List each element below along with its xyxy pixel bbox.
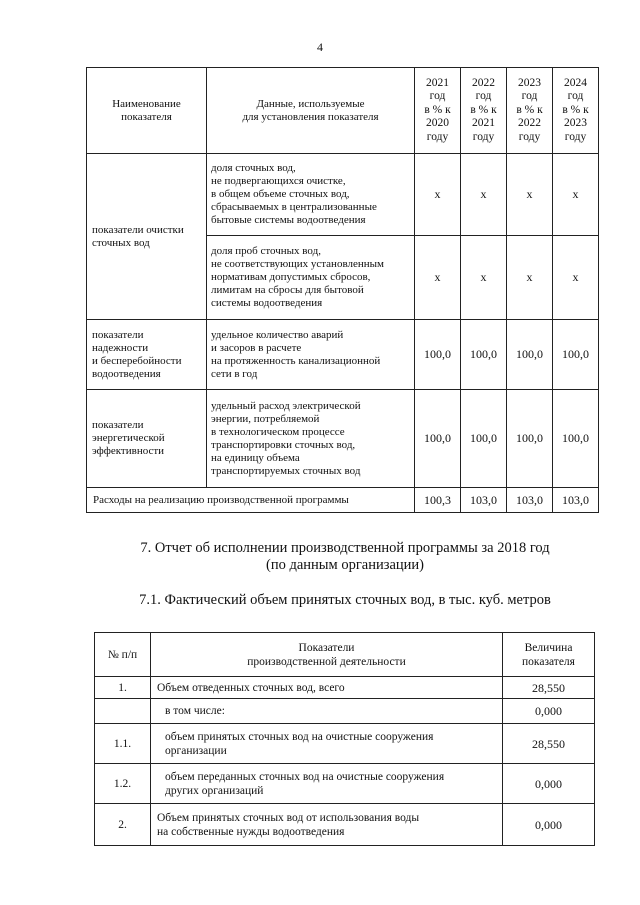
indicator-value: х (553, 154, 599, 236)
row-value: 28,550 (503, 677, 595, 699)
row-value: 28,550 (503, 724, 595, 764)
indicators-table-header (87, 68, 599, 154)
row-value: 0,000 (503, 804, 595, 846)
indicator-value: 100,0 (461, 390, 507, 488)
indicator-value: 100,0 (415, 320, 461, 390)
header-year-2023: 2023 год в % к 2022 году (507, 68, 553, 154)
total-value: 103,0 (553, 488, 599, 513)
row-number: 2. (95, 804, 151, 846)
indicator-description: доля сточных вод, не подвергающихся очистке, в общем объеме сточных вод, сбрасываемых в централизованные бытовые системы водоотведения (207, 154, 415, 236)
indicator-value: х (461, 154, 507, 236)
indicator-value: х (507, 236, 553, 320)
row-value: 0,000 (503, 699, 595, 724)
header-value: Величина показателя (503, 633, 595, 677)
table-row (87, 320, 599, 390)
row-number: 1.1. (95, 724, 151, 764)
indicator-description: удельный расход электрической энергии, потребляемой в технологическом процессе транспортировки сточных вод, на единицу объема транспортируемых сточных вод (207, 390, 415, 488)
header-indicator-name: Наименование показателя (87, 68, 207, 154)
row-number (95, 699, 151, 724)
header-year-2022: 2022 год в % к 2021 году (461, 68, 507, 154)
row-label: в том числе: (151, 699, 503, 724)
group-label-energy: показатели энергетической эффективности (87, 390, 207, 488)
header-indicators: Показатели производственной деятельности (151, 633, 503, 677)
header-year-2021: 2021 год в % к 2020 году (415, 68, 461, 154)
indicator-value: 100,0 (507, 320, 553, 390)
indicator-description: доля проб сточных вод, не соответствующих установленным нормативам допустимых сбросов, лимитам на сбросы для бытовой системы водоотведения (207, 236, 415, 320)
total-value: 103,0 (507, 488, 553, 513)
wastewater-table-header (95, 633, 595, 677)
row-value: 0,000 (503, 764, 595, 804)
indicator-value: х (415, 154, 461, 236)
row-number: 1.2. (95, 764, 151, 804)
header-num: № п/п (95, 633, 151, 677)
indicator-value: 100,0 (553, 320, 599, 390)
page-number: 4 (317, 40, 323, 54)
indicator-value: х (415, 236, 461, 320)
row-label: объем переданных сточных вод на очистные сооружения других организаций (151, 764, 503, 804)
indicator-value: х (461, 236, 507, 320)
table-row-total (87, 488, 599, 513)
header-indicator-data: Данные, используемые для установления показателя (207, 68, 415, 154)
indicator-value: 100,0 (415, 390, 461, 488)
subsection-title: 7.1. Фактический объем принятых сточных вод, в тыс. куб. метров (139, 592, 551, 608)
row-number: 1. (95, 677, 151, 699)
group-label-treatment: показатели очистки сточных вод (87, 154, 207, 320)
table-row (95, 724, 595, 764)
row-label: объем принятых сточных вод на очистные сооружения организации (151, 724, 503, 764)
table-row (87, 154, 599, 236)
row-label: Объем принятых сточных вод от использования воды на собственные нужды водоотведения (151, 804, 503, 846)
section-title: 7. Отчет об исполнении производственной программы за 2018 год (по данным организации) (140, 540, 550, 573)
indicator-value: х (507, 154, 553, 236)
indicator-description: удельное количество аварий и засоров в расчете на протяженность канализационной сети в год (207, 320, 415, 390)
header-year-2024: 2024 год в % к 2023 году (553, 68, 599, 154)
total-label: Расходы на реализацию производственной программы (87, 488, 415, 513)
wastewater-volume-table (94, 632, 595, 846)
table-row (95, 699, 595, 724)
table-row (95, 804, 595, 846)
total-value: 103,0 (461, 488, 507, 513)
row-label: Объем отведенных сточных вод, всего (151, 677, 503, 699)
table-row (95, 764, 595, 804)
indicator-value: х (553, 236, 599, 320)
indicator-value: 100,0 (507, 390, 553, 488)
indicator-value: 100,0 (461, 320, 507, 390)
indicators-table (86, 67, 599, 513)
table-row (87, 390, 599, 488)
total-value: 100,3 (415, 488, 461, 513)
table-row (95, 677, 595, 699)
group-label-reliability: показатели надежности и бесперебойности водоотведения (87, 320, 207, 390)
indicator-value: 100,0 (553, 390, 599, 488)
